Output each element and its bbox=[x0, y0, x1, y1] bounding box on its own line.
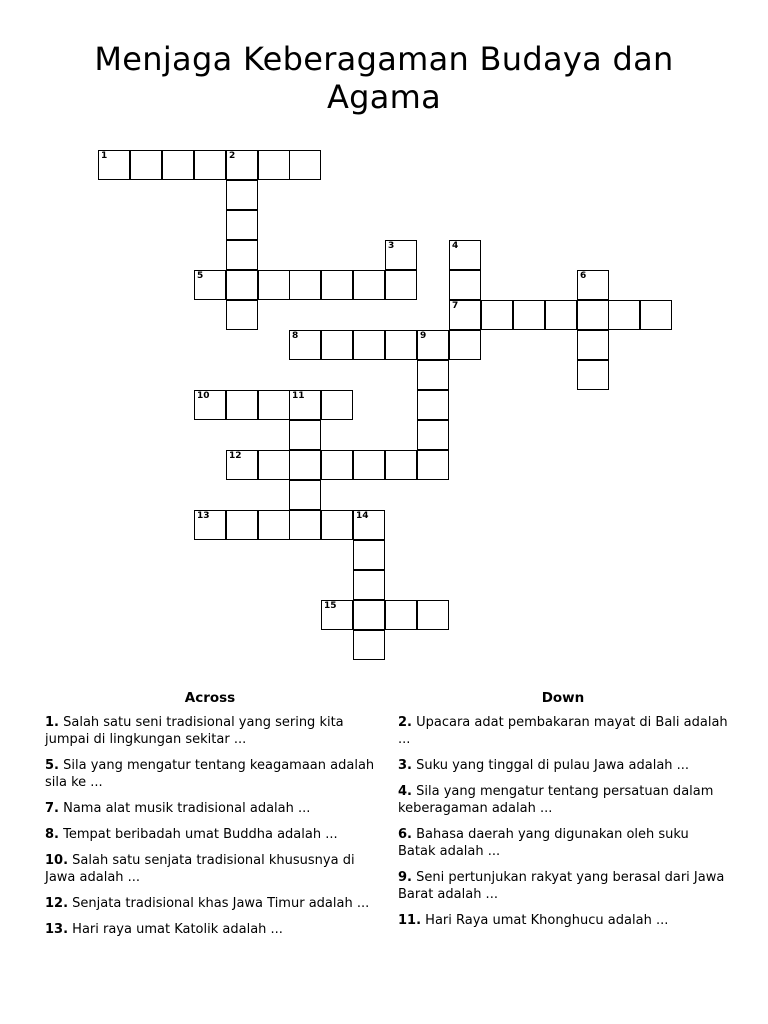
grid-cell[interactable] bbox=[385, 450, 417, 480]
clue-text: Hari Raya umat Khonghucu adalah ... bbox=[421, 913, 669, 928]
across-clue bbox=[45, 714, 375, 748]
clue-number: 11 bbox=[292, 391, 305, 401]
clue-number: 6 bbox=[580, 271, 587, 281]
grid-cell[interactable] bbox=[449, 330, 481, 360]
grid-cell[interactable] bbox=[449, 300, 481, 330]
grid-cell[interactable] bbox=[321, 270, 353, 300]
clue-number: 13 bbox=[197, 511, 210, 521]
clue-number: 5 bbox=[197, 271, 204, 281]
clue-number: 7 bbox=[452, 301, 459, 311]
clue-text: Suku yang tinggal di pulau Jawa adalah ... bbox=[411, 758, 690, 773]
clue-text: Bahasa daerah yang digunakan oleh suku Batak adalah ... bbox=[398, 827, 689, 859]
grid-cell[interactable] bbox=[577, 300, 609, 330]
grid-cell[interactable] bbox=[162, 150, 194, 180]
grid-cell[interactable] bbox=[226, 300, 258, 330]
clue-text: Seni pertunjukan rakyat yang berasal dari Jawa Barat adalah ... bbox=[398, 870, 725, 902]
grid-cell[interactable] bbox=[353, 600, 385, 630]
grid-cell[interactable] bbox=[353, 510, 385, 540]
clue-number: 5. bbox=[45, 758, 59, 773]
grid-cell[interactable] bbox=[417, 330, 449, 360]
grid-cell[interactable] bbox=[321, 450, 353, 480]
clue-number: 8. bbox=[45, 827, 59, 842]
grid-cell[interactable] bbox=[226, 210, 258, 240]
grid-cell[interactable] bbox=[481, 300, 513, 330]
grid-cell[interactable] bbox=[545, 300, 577, 330]
clue-number: 1. bbox=[45, 715, 59, 730]
clue-text: Sila yang mengatur tentang keagamaan adalah sila ke ... bbox=[45, 758, 375, 790]
clue-number: 4 bbox=[452, 241, 459, 251]
grid-cell[interactable] bbox=[353, 330, 385, 360]
clue-number: 2 bbox=[229, 151, 236, 161]
across-clue bbox=[45, 895, 375, 912]
grid-cell[interactable] bbox=[289, 480, 321, 510]
grid-cell[interactable] bbox=[194, 390, 226, 420]
across-clue bbox=[45, 826, 375, 843]
grid-cell[interactable] bbox=[226, 180, 258, 210]
grid-cell[interactable] bbox=[449, 270, 481, 300]
grid-cell[interactable] bbox=[353, 570, 385, 600]
across-clues bbox=[45, 690, 375, 947]
title-line-2: Agama bbox=[326, 78, 442, 116]
clue-number: 10 bbox=[197, 391, 210, 401]
grid-cell[interactable] bbox=[353, 540, 385, 570]
across-clue bbox=[45, 800, 375, 817]
clue-text: Tempat beribadah umat Buddha adalah ... bbox=[58, 827, 338, 842]
down-clue bbox=[398, 869, 728, 903]
down-clue bbox=[398, 783, 728, 817]
grid-cell[interactable] bbox=[577, 330, 609, 360]
grid-cell[interactable] bbox=[226, 450, 258, 480]
grid-cell[interactable] bbox=[194, 150, 226, 180]
grid-cell[interactable] bbox=[258, 510, 290, 540]
clue-text: Salah satu seni tradisional yang sering kita jumpai di lingkungan sekitar ... bbox=[45, 715, 344, 747]
grid-cell[interactable] bbox=[194, 270, 226, 300]
grid-cell[interactable] bbox=[417, 600, 449, 630]
clue-number: 8 bbox=[292, 331, 299, 341]
grid-cell[interactable] bbox=[130, 150, 162, 180]
clue-text: Upacara adat pembakaran mayat di Bali adalah ... bbox=[398, 715, 728, 747]
grid-cell[interactable] bbox=[353, 270, 385, 300]
grid-cell[interactable] bbox=[449, 240, 481, 270]
grid-cell[interactable] bbox=[321, 600, 353, 630]
clue-number: 1 bbox=[101, 151, 108, 161]
across-clue-list bbox=[45, 714, 375, 938]
clue-number: 6. bbox=[398, 827, 412, 842]
grid-cell[interactable] bbox=[289, 150, 321, 180]
grid-cell[interactable] bbox=[226, 510, 258, 540]
down-clue bbox=[398, 912, 728, 929]
grid-cell[interactable] bbox=[321, 330, 353, 360]
grid-cell[interactable] bbox=[258, 450, 290, 480]
clue-number: 14 bbox=[356, 511, 369, 521]
across-clue bbox=[45, 921, 375, 938]
grid-cell[interactable] bbox=[194, 510, 226, 540]
grid-cell[interactable] bbox=[417, 450, 449, 480]
clue-number: 3 bbox=[388, 241, 395, 251]
grid-cell[interactable] bbox=[385, 600, 417, 630]
clue-number: 13. bbox=[45, 922, 69, 937]
grid-cell[interactable] bbox=[417, 390, 449, 420]
grid-cell[interactable] bbox=[289, 420, 321, 450]
down-clue bbox=[398, 714, 728, 748]
grid-cell[interactable] bbox=[321, 390, 353, 420]
grid-cell[interactable] bbox=[577, 270, 609, 300]
clue-text: Salah satu senjata tradisional khususnya di Jawa adalah ... bbox=[45, 853, 355, 885]
grid-cell[interactable] bbox=[608, 300, 640, 330]
clue-text: Sila yang mengatur tentang persatuan dalam keberagaman adalah ... bbox=[398, 784, 714, 816]
down-clues bbox=[398, 690, 728, 938]
clue-number: 12 bbox=[229, 451, 242, 461]
grid-cell[interactable] bbox=[640, 300, 672, 330]
grid-cell[interactable] bbox=[226, 270, 258, 300]
grid-cell[interactable] bbox=[353, 450, 385, 480]
clue-text: Nama alat musik tradisional adalah ... bbox=[58, 801, 311, 816]
clue-text: Senjata tradisional khas Jawa Timur adalah ... bbox=[68, 896, 370, 911]
clue-number: 12. bbox=[45, 896, 69, 911]
grid-cell[interactable] bbox=[385, 330, 417, 360]
clue-number: 10. bbox=[45, 853, 69, 868]
down-clue-list bbox=[398, 714, 728, 929]
grid-cell[interactable] bbox=[289, 510, 321, 540]
grid-cell[interactable] bbox=[353, 630, 385, 660]
clue-number: 9 bbox=[420, 331, 427, 341]
clue-number: 4. bbox=[398, 784, 412, 799]
grid-cell[interactable] bbox=[258, 390, 290, 420]
grid-cell[interactable] bbox=[385, 240, 417, 270]
grid-cell[interactable] bbox=[417, 420, 449, 450]
down-clue bbox=[398, 757, 728, 774]
grid-cell[interactable] bbox=[289, 390, 321, 420]
grid-cell[interactable] bbox=[289, 330, 321, 360]
grid-cell[interactable] bbox=[577, 360, 609, 390]
across-heading: Across bbox=[184, 690, 236, 706]
clue-number: 9. bbox=[398, 870, 412, 885]
across-clue bbox=[45, 757, 375, 791]
grid-cell[interactable] bbox=[226, 150, 258, 180]
clue-number: 3. bbox=[398, 758, 412, 773]
grid-cell[interactable] bbox=[98, 150, 130, 180]
clue-number: 11. bbox=[398, 913, 422, 928]
grid-cell[interactable] bbox=[385, 270, 417, 300]
clue-text: Hari raya umat Katolik adalah ... bbox=[68, 922, 283, 937]
clue-number: 7. bbox=[45, 801, 59, 816]
grid-cell[interactable] bbox=[289, 450, 321, 480]
grid-cell[interactable] bbox=[226, 240, 258, 270]
clue-number: 15 bbox=[324, 601, 337, 611]
down-clue bbox=[398, 826, 728, 860]
across-clue bbox=[45, 852, 375, 886]
grid-cell[interactable] bbox=[513, 300, 545, 330]
down-heading: Down bbox=[541, 690, 585, 706]
title-line-1: Menjaga Keberagaman Budaya dan bbox=[94, 40, 674, 78]
grid-cell[interactable] bbox=[226, 390, 258, 420]
grid-cell[interactable] bbox=[417, 360, 449, 390]
grid-cell[interactable] bbox=[258, 270, 290, 300]
clue-number: 2. bbox=[398, 715, 412, 730]
grid-cell[interactable] bbox=[258, 150, 290, 180]
grid-cell[interactable] bbox=[289, 270, 321, 300]
grid-cell[interactable] bbox=[321, 510, 353, 540]
